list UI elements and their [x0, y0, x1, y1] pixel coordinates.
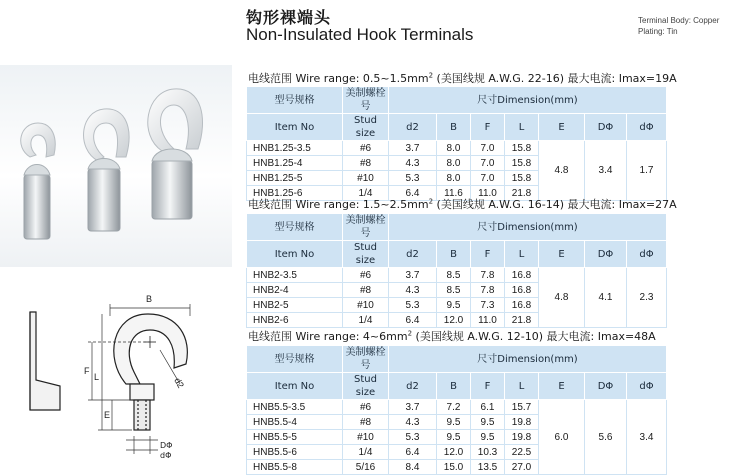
- plating-spec: Plating: Tin: [638, 27, 678, 36]
- header-item-en: Item No: [247, 114, 343, 141]
- page-title-english: Non-Insulated Hook Terminals: [246, 25, 474, 44]
- cell-stud-size: #10: [343, 171, 389, 186]
- header-b: B: [437, 114, 471, 141]
- cell-l: 22.5: [505, 445, 539, 460]
- cell-f: 9.5: [471, 415, 505, 430]
- header-d2: d2: [389, 114, 437, 141]
- wire-range-line: [248, 70, 677, 86]
- dimension-table: [246, 345, 667, 475]
- cell-e: 4.8: [539, 268, 585, 328]
- wire-range-awg-imax: (美国线规 A.W.G. 22-16) 最大电流: Imax=19A: [433, 72, 677, 85]
- cell-f: 6.1: [471, 400, 505, 415]
- cell-l: 15.8: [505, 141, 539, 156]
- header-d2: d2: [389, 373, 437, 400]
- cell-item-no: HNB2-5: [247, 298, 343, 313]
- header-dphi: DΦ: [585, 373, 627, 400]
- terminal-medium: [84, 109, 129, 231]
- cell-l: 15.7: [505, 400, 539, 415]
- cell-l: 16.8: [505, 298, 539, 313]
- terminal-small: [21, 123, 55, 239]
- dim-label-dphi: DΦ: [160, 441, 173, 450]
- header-stud-en: Stud size: [343, 114, 389, 141]
- header-e: E: [539, 241, 585, 268]
- dim-label-l: L: [94, 372, 100, 382]
- header-dsmall: dΦ: [627, 114, 667, 141]
- cell-dphi: 4.1: [585, 268, 627, 328]
- cell-dsmall: 2.3: [627, 268, 667, 328]
- header-dsmall: dΦ: [627, 373, 667, 400]
- cell-d2: 5.3: [389, 298, 437, 313]
- cell-item-no: HNB5.5-8: [247, 460, 343, 475]
- cell-item-no: HNB2-6: [247, 313, 343, 328]
- cell-stud-size: #8: [343, 156, 389, 171]
- header-b: B: [437, 373, 471, 400]
- header-dphi: DΦ: [585, 241, 627, 268]
- wire-range-line: [248, 196, 677, 212]
- terminal-large: [148, 89, 203, 219]
- cell-item-no: HNB1.25-5: [247, 171, 343, 186]
- cell-b: 15.0: [437, 460, 471, 475]
- header-stud-en: Stud size: [343, 241, 389, 268]
- cell-b: 9.5: [437, 415, 471, 430]
- dim-label-dsmall: dΦ: [160, 451, 172, 460]
- dim-label-f: F: [84, 366, 90, 376]
- table-row: [247, 268, 667, 283]
- cell-b: 8.5: [437, 283, 471, 298]
- cell-f: 7.8: [471, 283, 505, 298]
- cell-d2: 6.4: [389, 445, 437, 460]
- cell-dsmall: 1.7: [627, 141, 667, 201]
- header-dimension: 尺寸Dimension(mm): [389, 214, 667, 241]
- cell-d2: 3.7: [389, 268, 437, 283]
- header-f: F: [471, 241, 505, 268]
- wire-range-text: 电线范围 Wire range: 4~6mm: [248, 330, 408, 343]
- cell-stud-size: #8: [343, 415, 389, 430]
- cell-dphi: 3.4: [585, 141, 627, 201]
- cell-f: 9.5: [471, 430, 505, 445]
- cell-f: 11.0: [471, 313, 505, 328]
- cell-l: 27.0: [505, 460, 539, 475]
- cell-b: 8.0: [437, 171, 471, 186]
- cell-dphi: 5.6: [585, 400, 627, 475]
- wire-range-awg-imax: (美国线规 A.W.G. 16-14) 最大电流: Imax=27A: [433, 198, 677, 211]
- cell-stud-size: #6: [343, 141, 389, 156]
- table-row: [247, 141, 667, 156]
- cell-item-no: HNB1.25-6: [247, 186, 343, 201]
- header-d2: d2: [389, 241, 437, 268]
- header-dsmall: dΦ: [627, 241, 667, 268]
- cell-stud-size: #10: [343, 298, 389, 313]
- cell-b: 8.0: [437, 156, 471, 171]
- cell-f: 7.3: [471, 298, 505, 313]
- header-f: F: [471, 114, 505, 141]
- header-stud-en: Stud size: [343, 373, 389, 400]
- cell-item-no: HNB5.5-4: [247, 415, 343, 430]
- cell-item-no: HNB5.5-6: [247, 445, 343, 460]
- cell-item-no: HNB2-4: [247, 283, 343, 298]
- cell-b: 11.6: [437, 186, 471, 201]
- cell-item-no: HNB1.25-3.5: [247, 141, 343, 156]
- cell-l: 21.8: [505, 313, 539, 328]
- cell-stud-size: 1/4: [343, 313, 389, 328]
- header-item-cn: 型号规格: [247, 346, 343, 373]
- cell-item-no: HNB2-3.5: [247, 268, 343, 283]
- hook-terminal-diagram: [0, 288, 232, 462]
- terminal-body-spec: Terminal Body: Copper: [638, 16, 720, 25]
- cell-e: 6.0: [539, 400, 585, 475]
- cell-d2: 4.3: [389, 156, 437, 171]
- header-e: E: [539, 114, 585, 141]
- cell-stud-size: #10: [343, 430, 389, 445]
- cell-f: 7.0: [471, 141, 505, 156]
- cell-stud-size: 1/4: [343, 186, 389, 201]
- header-f: F: [471, 373, 505, 400]
- table-row: [247, 400, 667, 415]
- dimension-table: [246, 213, 667, 328]
- cell-f: 11.0: [471, 186, 505, 201]
- cell-l: 15.8: [505, 171, 539, 186]
- cell-b: 7.2: [437, 400, 471, 415]
- cell-l: 16.8: [505, 283, 539, 298]
- cell-f: 10.3: [471, 445, 505, 460]
- header-l: L: [505, 373, 539, 400]
- header-l: L: [505, 241, 539, 268]
- technical-drawing: [0, 288, 232, 462]
- cell-d2: 5.3: [389, 171, 437, 186]
- header-stud-cn: 美制螺栓号: [343, 214, 389, 241]
- cell-stud-size: 5/16: [343, 460, 389, 475]
- cell-stud-size: 1/4: [343, 445, 389, 460]
- header-item-cn: 型号规格: [247, 214, 343, 241]
- cell-d2: 4.3: [389, 415, 437, 430]
- cell-b: 8.5: [437, 268, 471, 283]
- cell-d2: 6.4: [389, 186, 437, 201]
- cell-f: 7.8: [471, 268, 505, 283]
- cell-b: 9.5: [437, 430, 471, 445]
- header-stud-cn: 美制螺栓号: [343, 346, 389, 373]
- cell-stud-size: #8: [343, 283, 389, 298]
- wire-range-line: [248, 328, 656, 344]
- wire-range-unit-superscript: 2: [428, 71, 434, 80]
- header-item-en: Item No: [247, 373, 343, 400]
- material-spec: [638, 15, 719, 37]
- product-photo: [0, 65, 232, 267]
- cell-item-no: HNB5.5-3.5: [247, 400, 343, 415]
- cell-l: 19.8: [505, 415, 539, 430]
- header-dimension: 尺寸Dimension(mm): [389, 87, 667, 114]
- header-dphi: DΦ: [585, 114, 627, 141]
- cell-b: 9.5: [437, 298, 471, 313]
- cell-stud-size: #6: [343, 400, 389, 415]
- cell-d2: 4.3: [389, 283, 437, 298]
- cell-d2: 3.7: [389, 400, 437, 415]
- cell-f: 7.0: [471, 156, 505, 171]
- wire-range-text: 电线范围 Wire range: 1.5~2.5mm: [248, 198, 429, 211]
- cell-f: 7.0: [471, 171, 505, 186]
- cell-b: 8.0: [437, 141, 471, 156]
- cell-f: 13.5: [471, 460, 505, 475]
- wire-range-unit-superscript: 2: [428, 197, 434, 206]
- dim-label-d2: d2: [172, 376, 186, 390]
- header-item-cn: 型号规格: [247, 87, 343, 114]
- dimension-table: [246, 86, 667, 201]
- header-stud-cn: 美制螺栓号: [343, 87, 389, 114]
- cell-e: 4.8: [539, 141, 585, 201]
- wire-range-text: 电线范围 Wire range: 0.5~1.5mm: [248, 72, 429, 85]
- hook-terminals-photo: [0, 65, 232, 267]
- cell-item-no: HNB1.25-4: [247, 156, 343, 171]
- dim-label-b: B: [146, 294, 153, 304]
- cell-b: 12.0: [437, 445, 471, 460]
- cell-d2: 8.4: [389, 460, 437, 475]
- cell-d2: 5.3: [389, 430, 437, 445]
- header-b: B: [437, 241, 471, 268]
- header-l: L: [505, 114, 539, 141]
- dim-label-e: E: [104, 410, 111, 420]
- header-e: E: [539, 373, 585, 400]
- cell-l: 15.8: [505, 156, 539, 171]
- cell-stud-size: #6: [343, 268, 389, 283]
- header-item-en: Item No: [247, 241, 343, 268]
- cell-d2: 3.7: [389, 141, 437, 156]
- cell-l: 21.8: [505, 186, 539, 201]
- cell-l: 19.8: [505, 430, 539, 445]
- cell-d2: 6.4: [389, 313, 437, 328]
- cell-b: 12.0: [437, 313, 471, 328]
- cell-dsmall: 3.4: [627, 400, 667, 475]
- page-title-chinese: 钩形裸端头: [246, 8, 332, 27]
- cell-l: 16.8: [505, 268, 539, 283]
- wire-range-unit-superscript: 2: [407, 329, 413, 338]
- wire-range-awg-imax: (美国线规 A.W.G. 12-10) 最大电流: Imax=48A: [412, 330, 656, 343]
- cell-item-no: HNB5.5-5: [247, 430, 343, 445]
- header-dimension: 尺寸Dimension(mm): [389, 346, 667, 373]
